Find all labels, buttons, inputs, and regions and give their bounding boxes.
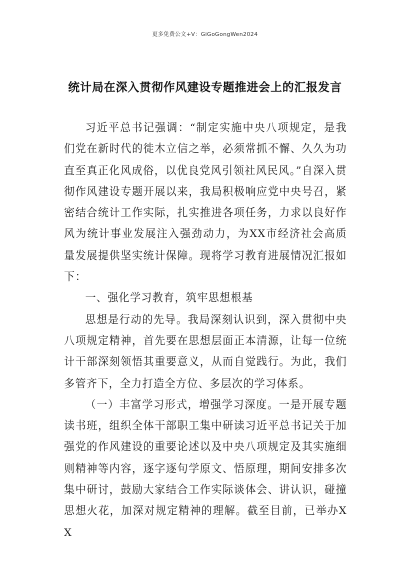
paragraph-intro: 习近平总书记强调：“制定实施中央八项规定，是我们党在新时代的徙木立信之举，必须常抓不懈、久久为功直至真正化风成俗，以优良党风引领社风民风。”自深入贯彻作风建设专题开展以来，我局积极响应党中央号召，紧密结合统计工作实际，扎实推进各项任务，力求以良好作风为统计事业发展注入强劲动力，为XX市经济社会高质量发展提供坚实统计保障。现将学习教育进展情况汇报如下： [64, 122, 347, 284]
paragraph-section-1: 思想是行动的先导。我局深刻认识到，深入贯彻中央八项规定精神，首先要在思想层面正本清源，让每一位统计干部深刻领悟其重要意义，从而自觉践行。为此，我们多管齐下，全力打造全方位、多层次的学习体系。 [64, 313, 347, 390]
document-title: 统计局在深入贯彻作风建设专题推进会上的汇报发言 [68, 80, 342, 94]
document-body [64, 118, 347, 544]
paragraph-subsection-1: （一）丰富学习形式，增强学习深度。一是开展专题读书班，组织全体干部职工集中研读习近平总书记关于加强党的作风建设的重要论述以及中央八项规定及其实施细则精神等内容，逐字逐句学原文、悟原理，期间安排多次集中研讨，鼓励大家结合工作实际谈体会、讲认识，碰撞思想火花，加深对规定精神的理解。截至目前，已举办XX [64, 398, 347, 539]
section-heading-1: 一、强化学习教育，筑牢思想根基 [85, 292, 254, 305]
header-note: 更多免费公文+V：GiGoGongWen2024 [152, 32, 258, 38]
